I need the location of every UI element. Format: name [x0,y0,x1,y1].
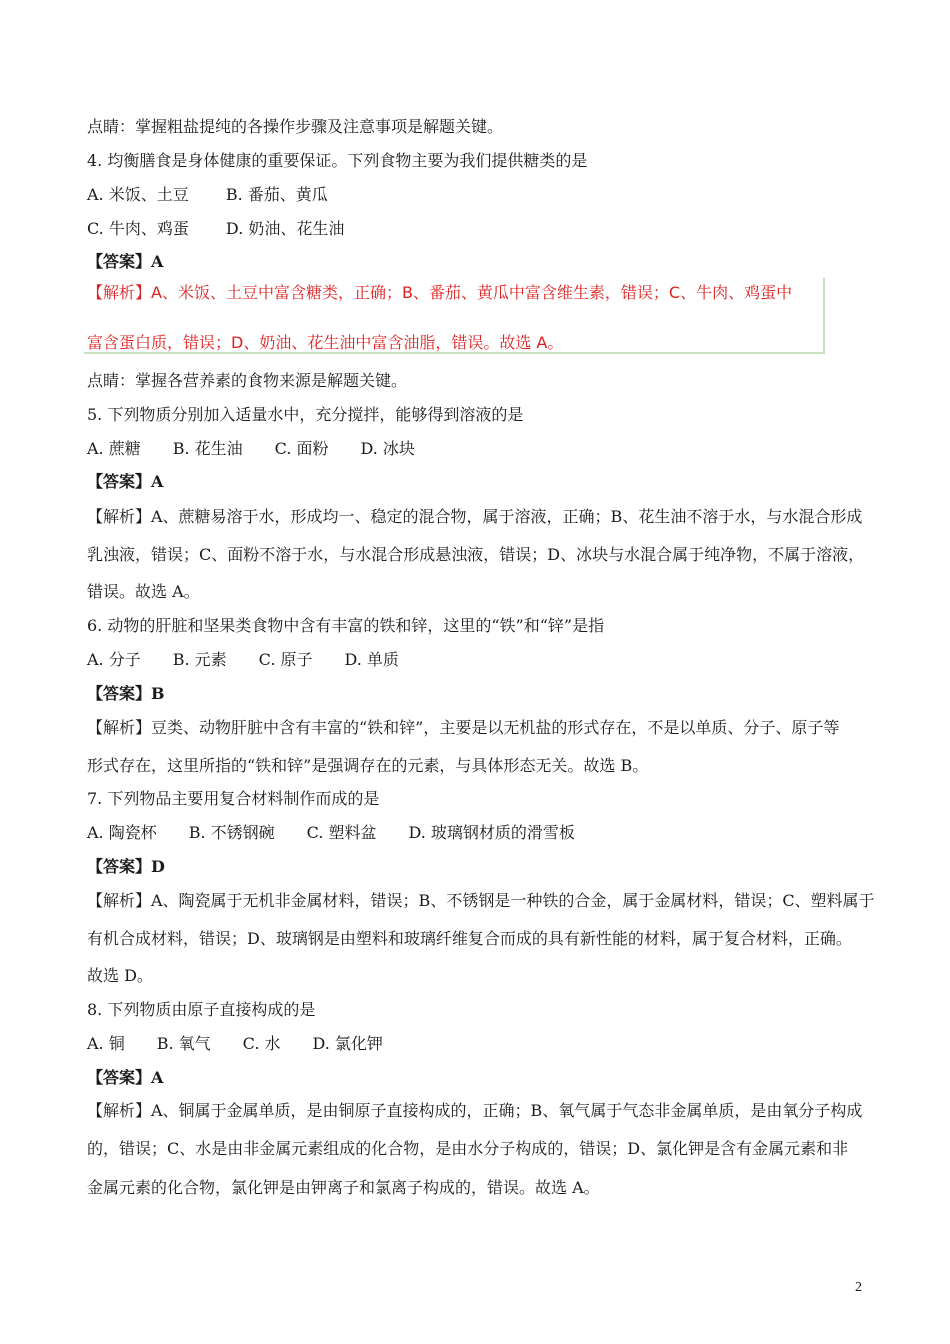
tip-line: 点睛：掌握粗盐提纯的各操作步骤及注意事项是解题关键。 [87,117,504,136]
question-7-explanation-2: 有机合成材料，错误；D、玻璃钢是由塑料和玻璃纤维复合而成的具有新性能的材料，属于复合材料，正确。 [87,929,852,948]
question-6-explanation-2: 形式存在，这里所指的“铁和锌”是强调存在的元素，与具体形态无关。故选 B。 [87,756,649,775]
question-4-options-2: C. 牛肉、鸡蛋 D. 奶油、花生油 [87,219,345,238]
question-7-explanation-3: 故选 D。 [87,966,153,985]
question-4-answer: 【答案】A [87,252,164,271]
question-6-explanation-1: 【解析】豆类、动物肝脏中含有丰富的“铁和锌”，主要是以无机盐的形式存在，不是以单质、分子、原子等 [87,718,840,737]
question-8-explanation-2: 的，错误；C、水是由非金属元素组成的化合物，是由水分子构成的，错误；D、氯化钾是含有金属元素和非 [87,1139,849,1158]
question-5-answer: 【答案】A [87,472,164,491]
question-4-explanation-2: 富含蛋白质，错误；D、奶油、花生油中富含油脂，错误。故选 A。 [87,333,564,352]
question-8-explanation-1: 【解析】A、铜属于金属单质，是由铜原子直接构成的，正确；B、氧气属于气态非金属单质，是由氧分子构成 [87,1101,863,1120]
question-4-explanation-1: 【解析】A、米饭、土豆中富含糖类，正确；B、番茄、黄瓜中富含维生素，错误；C、牛肉、鸡蛋中 [87,283,793,302]
question-6-answer: 【答案】B [87,684,165,703]
question-7: 7. 下列物品主要用复合材料制作而成的是 [87,789,380,808]
question-8-options: A. 铜 B. 氧气 C. 水 D. 氯化钾 [87,1034,383,1053]
question-6-options: A. 分子 B. 元素 C. 原子 D. 单质 [87,650,399,669]
tip-line-2: 点睛：掌握各营养素的食物来源是解题关键。 [87,371,408,390]
page-number: 2 [855,1280,862,1295]
question-5-explanation-1: 【解析】A、蔗糖易溶于水，形成均一、稳定的混合物，属于溶液，正确；B、花生油不溶于水，与水混合形成 [87,507,863,526]
question-7-options: A. 陶瓷杯 B. 不锈钢碗 C. 塑料盆 D. 玻璃钢材质的滑雪板 [87,823,575,842]
question-5-explanation-2: 乳浊液，错误；C、面粉不溶于水，与水混合形成悬浊液，错误；D、冰块与水混合属于纯净物，不属于溶液， [87,545,865,564]
question-8-explanation-3: 金属元素的化合物，氯化钾是由钾离子和氯离子构成的，错误。故选 A。 [87,1178,600,1197]
question-6: 6. 动物的肝脏和坚果类食物中含有丰富的铁和锌，这里的“铁”和“锌”是指 [87,616,605,635]
question-4-options-1: A. 米饭、土豆 B. 番茄、黄瓜 [87,185,328,204]
question-8: 8. 下列物质由原子直接构成的是 [87,1000,316,1019]
question-7-explanation-1: 【解析】A、陶瓷属于无机非金属材料，错误；B、不锈钢是一种铁的合金，属于金属材料，错误；C、塑料属于 [87,891,875,910]
question-4: 4. 均衡膳食是身体健康的重要保证。下列食物主要为我们提供糖类的是 [87,151,588,170]
question-8-answer: 【答案】A [87,1068,164,1087]
question-5-explanation-3: 错误。故选 A。 [87,582,200,601]
question-7-answer: 【答案】D [87,857,165,876]
question-5-options: A. 蔗糖 B. 花生油 C. 面粉 D. 冰块 [87,439,415,458]
question-5: 5. 下列物质分别加入适量水中，充分搅拌，能够得到溶液的是 [87,405,524,424]
